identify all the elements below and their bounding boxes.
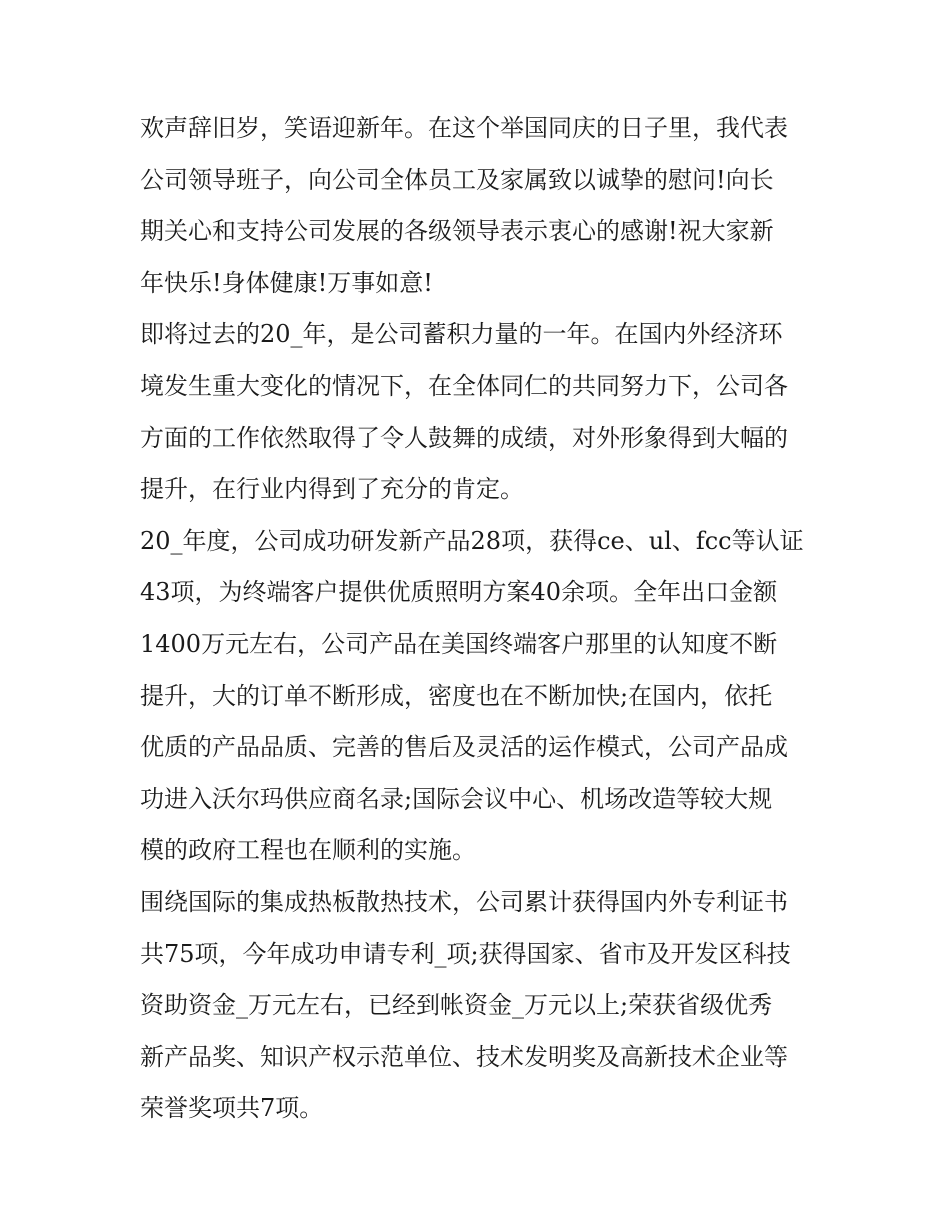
text-line: 境发生重大变化的情况下，在全体同仁的共同努力下，公司各 [140, 371, 788, 400]
text-line: 即将过去的20_年，是公司蓄积力量的一年。在国内外经济环 [140, 320, 783, 349]
text-line: 优质的产品品质、完善的售后及灵活的运作模式，公司产品成 [140, 733, 788, 762]
text-line: 功进入沃尔玛供应商名录;国际会议中心、机场改造等较大规 [140, 784, 773, 813]
text-line: 模的政府工程也在顺利的实施。 [140, 836, 476, 865]
text-line: 公司领导班子，向公司全体员工及家属致以诚挚的慰问!向长 [140, 165, 774, 194]
text-line: 围绕国际的集成热板散热技术，公司累计获得国内外专利证书 [140, 887, 788, 916]
text-line: 提升，大的订单不断形成，密度也在不断加快;在国内，依托 [140, 681, 773, 710]
text-line: 欢声辞旧岁，笑语迎新年。在这个举国同庆的日子里，我代表 [140, 114, 788, 142]
paragraph-product-achievements [140, 516, 812, 877]
text-line: 期关心和支持公司发展的各级领导表示衷心的感谢!祝大家新 [140, 217, 774, 246]
text-line: 年快乐!身体健康!万事如意! [140, 268, 433, 297]
text-line: 共75项，今年成功申请专利_项;获得国家、省市及开发区科技 [140, 939, 791, 968]
paragraph-patents-awards [140, 877, 812, 1135]
text-line: 20_年度，公司成功研发新产品28项，获得ce、ul、fcc等认证 [140, 526, 804, 555]
paragraph-year-review [140, 309, 812, 515]
text-line: 资助资金_万元左右，已经到帐资金_万元以上;荣获省级优秀 [140, 991, 773, 1020]
text-line: 43项，为终端客户提供优质照明方案40余项。全年出口金额 [140, 578, 778, 607]
document-body [140, 103, 812, 1135]
text-line: 新产品奖、知识产权示范单位、技术发明奖及高新技术企业等 [140, 1042, 788, 1071]
text-line: 荣誉奖项共7项。 [140, 1094, 324, 1123]
paragraph-new-year-greeting [140, 103, 812, 309]
text-line: 方面的工作依然取得了令人鼓舞的成绩，对外形象得到大幅的 [140, 423, 788, 452]
text-line: 1400万元左右，公司产品在美国终端客户那里的认知度不断 [140, 629, 778, 658]
text-line: 提升，在行业内得到了充分的肯定。 [140, 475, 524, 504]
